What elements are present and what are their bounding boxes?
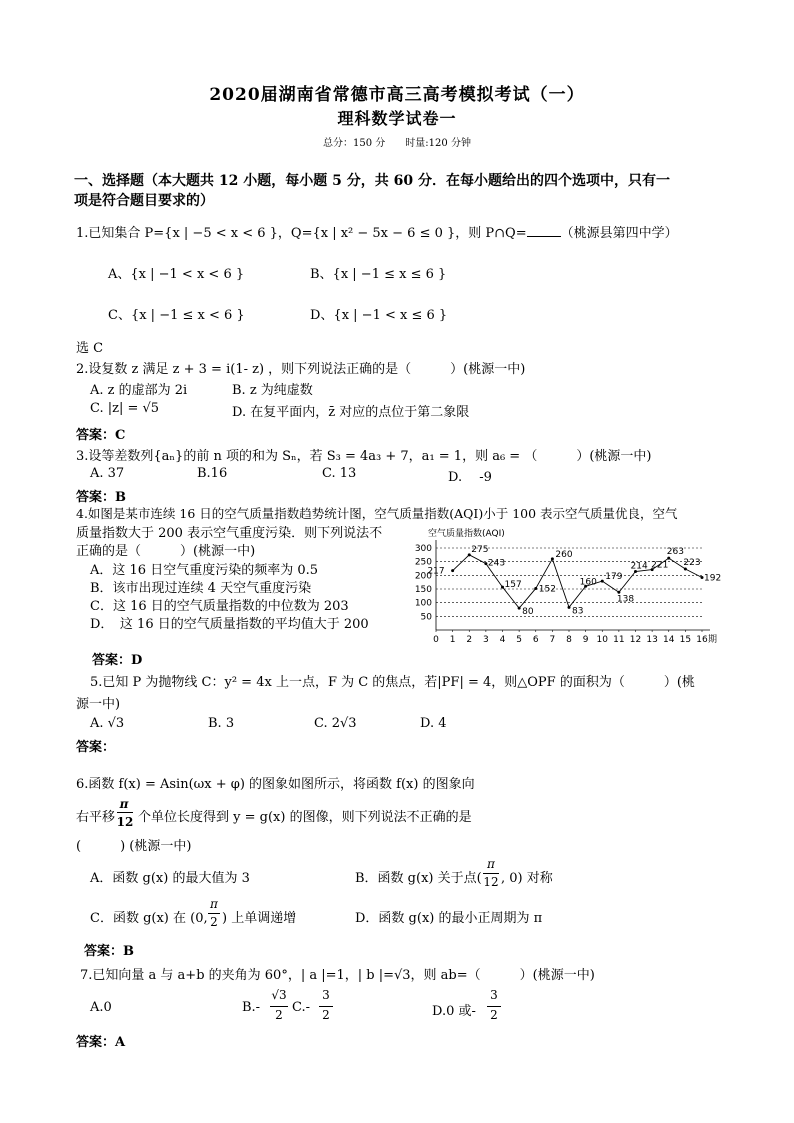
q6-b-frac-bar [483, 873, 499, 874]
q6-b-frac-num: π [487, 857, 495, 871]
q1-option-c: C、{x | −1 ≤ x < 6 } [108, 308, 245, 323]
x-axis-unit-label: 期 [708, 635, 718, 644]
q5-stem-line1: 5.已知 P 为抛物线 C：y² = 4x 上一点，F 为 C 的焦点，若|PF| = 4，则△OPF 的面积为（ ）(桃 [90, 675, 695, 690]
q7-d-frac-den: 2 [490, 1008, 498, 1022]
q2-option-a: A. z 的虚部为 2i [90, 383, 188, 398]
data-label-day-11: 138 [616, 594, 635, 605]
data-label-day-9: 160 [579, 577, 597, 588]
q6-stem-line1: 6.函数 f(x) = Asin(ωx + φ) 的图象如图所示，将函数 f(x) 的图象向 [76, 777, 475, 792]
data-label-day-2: 275 [471, 544, 489, 555]
q7-option-b-text: B.- [242, 1000, 261, 1015]
x-tick-label-2: 2 [466, 635, 473, 644]
q6-c-frac-num: π [210, 897, 218, 911]
q6-option-b-tail: , 0) 对称 [501, 871, 553, 886]
q1-source: （桃源县第四中学） [560, 226, 678, 241]
x-tick-label-1: 1 [449, 635, 456, 644]
q7-stem: 7.已知向量 a 与 a+b 的夹角为 60°，| a |=1，| b |=√3，则 ab=（ ）(桃源一中) [80, 968, 595, 983]
page-title: 2020届湖南省常德市高三高考模拟考试（一） [209, 85, 585, 105]
q6-option-d: D．函数 g(x) 的最小正周期为 π [355, 911, 543, 926]
x-tick-label-3: 3 [483, 635, 489, 644]
q6-c-frac-den: 2 [210, 915, 218, 929]
q7-option-d-text: D.0 或- [432, 1004, 476, 1019]
q3-option-d: D. -9 [448, 470, 492, 485]
y-tick-label-50: 50 [420, 612, 432, 623]
q3-option-a: A. 37 [90, 466, 125, 481]
x-tick-label-9: 9 [582, 635, 589, 644]
q1-option-a: A、{x | −1 < x < 6 } [108, 267, 245, 282]
q1-blank [527, 225, 561, 237]
q4-option-b: B．该市出现过连续 4 天空气重度污染 [90, 581, 312, 596]
q4-stem-line2: 质量指数大于 200 表示空气重度污染．则下列说法不 [76, 526, 383, 541]
q7-d-frac-num: 3 [490, 988, 498, 1002]
q7-answer: 答案：A [76, 1035, 126, 1050]
data-label-day-8: 83 [572, 606, 584, 617]
data-label-day-5: 80 [522, 607, 534, 618]
q3-option-c: C. 13 [322, 466, 357, 481]
q5-option-a: A. √3 [90, 716, 125, 731]
q6-option-b-text: B．函数 g(x) 关于点( [355, 871, 482, 886]
q7-c-frac-num: 3 [322, 988, 330, 1002]
data-label-day-15: 223 [683, 558, 701, 569]
q6-stem-line2b: 个单位长度得到 y = g(x) 的图像，则下列说法不正确的是 [138, 810, 472, 825]
q2-option-c: C. |z| = √5 [90, 401, 160, 416]
q4-stem-line3: 正确的是（ ）(桃源一中) [76, 544, 256, 559]
q1-stem [76, 222, 678, 241]
q4-option-a: A．这 16 日空气重度污染的频率为 0.5 [90, 563, 319, 578]
data-label-day-12: 214 [630, 561, 648, 572]
q6-fraction-bar [117, 812, 133, 813]
q6-stem-line2a: 右平移 [76, 810, 116, 825]
y-tick-label-150: 150 [414, 585, 432, 595]
x-tick-label-8: 8 [566, 635, 572, 644]
q7-b-frac-den: 2 [275, 1008, 283, 1022]
data-label-day-3: 243 [487, 558, 506, 569]
q2-stem: 2.设复数 z 满足 z + 3 = i(1- z) ，则下列说法正确的是（ ）(桃源一中) [76, 362, 526, 377]
data-point-day-7 [551, 557, 554, 560]
x-tick-label-10: 10 [596, 635, 608, 644]
x-tick-label-0: 0 [433, 635, 439, 644]
q6-fraction-denominator: 12 [116, 815, 134, 829]
page-subtitle: 理科数学试卷一 [337, 109, 457, 128]
x-tick-label-16: 16 [696, 635, 708, 644]
data-label-day-1: 217 [427, 566, 445, 577]
chart-y-ticks [415, 544, 432, 622]
data-point-day-10 [601, 580, 604, 583]
data-label-day-4: 157 [504, 580, 522, 591]
q7-option-a: A.0 [90, 1000, 112, 1015]
x-tick-label-7: 7 [549, 635, 556, 644]
q6-stem-line3: ( ) (桃源一中) [76, 839, 192, 854]
q5-stem-line2: 源一中) [76, 697, 121, 712]
data-point-day-5 [518, 607, 521, 610]
x-tick-label-12: 12 [629, 635, 642, 644]
y-tick-label-200: 200 [414, 571, 432, 582]
q6-option-a: A．函数 g(x) 的最大值为 3 [90, 871, 250, 886]
q7-d-frac-bar [487, 1006, 501, 1007]
q1-option-b: B、{x | −1 ≤ x ≤ 6 } [310, 267, 447, 282]
x-tick-label-14: 14 [663, 635, 675, 644]
q6-b-frac-den: 12 [483, 875, 499, 889]
x-tick-label-11: 11 [613, 635, 625, 644]
q7-c-frac-bar [319, 1006, 333, 1007]
q7-b-frac-bar [270, 1006, 288, 1007]
q1-option-d: D、{x | −1 < x ≤ 6 } [310, 308, 448, 323]
q7-c-frac-den: 2 [322, 1008, 330, 1022]
aqi-line-chart [412, 524, 724, 644]
data-point-day-6 [534, 587, 537, 590]
x-tick-label-6: 6 [532, 635, 539, 644]
q2-option-b: B. z 为纯虚数 [232, 383, 313, 398]
chart-x-ticks [433, 630, 708, 644]
data-label-day-6: 152 [538, 584, 556, 595]
q7-b-frac-num: √3 [271, 988, 287, 1002]
q3-stem: 3.设等差数列{aₙ}的前 n 项的和为 Sₙ，若 S₃ = 4a₃ + 7，a₁ = 1，则 a₆ = （ ）(桃源一中) [76, 449, 652, 464]
q4-option-d: D． 这 16 日的空气质量指数的平均值大于 200 [90, 617, 369, 632]
q7-option-c-text: C.- [292, 1000, 311, 1015]
data-point-day-1 [451, 569, 454, 572]
x-tick-label-5: 5 [516, 635, 522, 644]
q1-stem-text: 1.已知集合 P={x | −5 < x < 6 }，Q={x | x² − 5x − 6 ≤ 0 }，则 P∩Q= [76, 226, 527, 241]
x-tick-label-13: 13 [646, 635, 658, 644]
y-tick-label-250: 250 [414, 557, 432, 568]
y-tick-label-100: 100 [414, 598, 432, 609]
q6-fraction-numerator: π [119, 797, 129, 811]
data-label-day-13: 221 [651, 560, 669, 571]
q1-answer: 选 C [76, 341, 104, 356]
data-label-day-16: 192 [704, 573, 722, 584]
section-heading-line2: 项是符合题目要求的） [74, 193, 214, 209]
q6-option-c-text: C．函数 g(x) 在 (0, [90, 911, 208, 926]
q5-option-d: D. 4 [420, 716, 447, 731]
y-tick-label-300: 300 [414, 544, 432, 554]
q6-c-frac-bar [208, 913, 220, 914]
q5-option-c: C. 2√3 [314, 716, 357, 731]
data-point-day-8 [568, 606, 571, 609]
data-label-day-10: 179 [605, 572, 623, 583]
q4-stem-line1: 4.如图是某市连续 16 日的空气质量指数趋势统计图，空气质量指数(AQI)小于 100 表示空气质量优良，空气 [76, 506, 678, 521]
data-label-day-14: 263 [666, 547, 684, 558]
q6-answer: 答案：B [84, 944, 134, 959]
q2-option-d: D. 在复平面内，z̄ 对应的点位于第二象限 [232, 405, 470, 420]
q5-option-b: B. 3 [208, 716, 235, 731]
x-tick-label-4: 4 [499, 635, 506, 644]
q6-option-c-tail: ) 上单调递增 [222, 911, 297, 926]
chart-title: 空气质量指数(AQI) [428, 529, 505, 539]
section-heading-line1: 一、选择题（本大题共 12 小题，每小题 5 分，共 60 分．在每小题给出的四个选项中，只有一 [74, 173, 670, 189]
q2-answer: 答案：C [76, 428, 126, 443]
q4-option-c: C．这 16 日的空气质量指数的中位数为 203 [90, 599, 349, 614]
x-tick-label-15: 15 [679, 635, 692, 644]
q5-answer: 答案： [76, 740, 116, 755]
q3-option-b: B.16 [197, 466, 228, 481]
data-label-day-7: 260 [555, 549, 573, 560]
q4-answer: 答案：D [92, 653, 143, 668]
q3-answer: 答案：B [76, 490, 126, 505]
exam-meta: 总分：150 分 时量:120 分钟 [323, 138, 471, 149]
